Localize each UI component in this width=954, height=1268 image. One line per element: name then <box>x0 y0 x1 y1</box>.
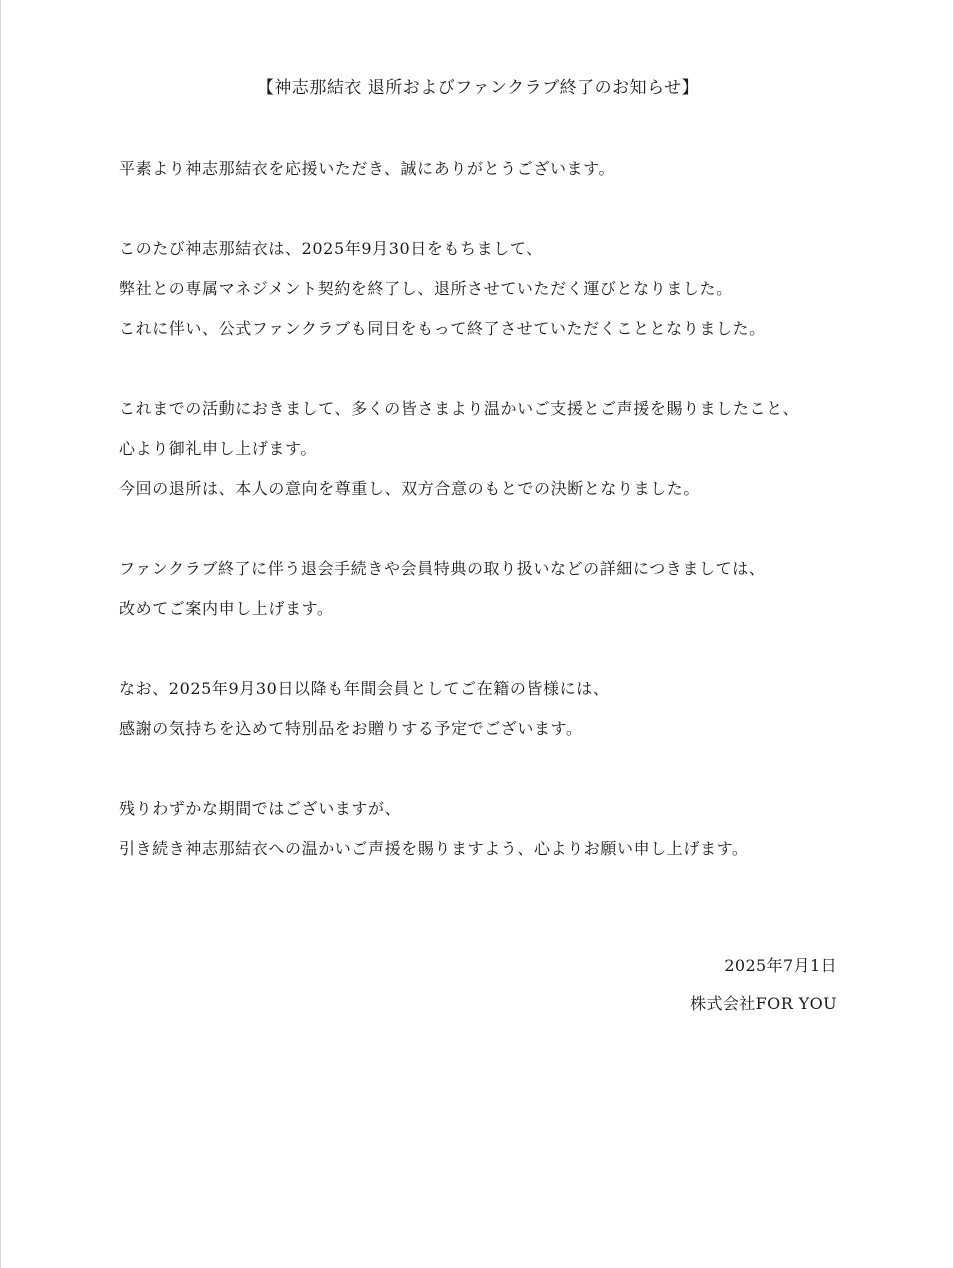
text-line: 残りわずかな期間ではございますが、 <box>119 799 402 818</box>
text-line: 心より御礼申し上げます。 <box>119 439 317 458</box>
text-line: なお、2025年9月30日以降も年間会員としてご在籍の皆様には、 <box>119 679 610 698</box>
company-name: 株式会社FOR YOU <box>690 994 837 1013</box>
notice-body <box>119 156 879 876</box>
paragraph-fanclub <box>119 556 879 636</box>
paragraph-greeting <box>119 156 879 196</box>
text-line: 平素より神志那結衣を応援いただき、誠にありがとうございます。 <box>119 159 616 178</box>
text-line: 今回の退所は、本人の意向を尊重し、双方合意のもとでの決断となりました。 <box>119 479 701 498</box>
notice-date: 2025年7月1日 <box>724 956 837 975</box>
notice-title: 【神志那結衣 退所およびファンクラブ終了のお知らせ】 <box>256 78 700 98</box>
text-line: これに伴い、公式ファンクラブも同日をもって終了させていただくこととなりました。 <box>119 319 766 338</box>
signature-block <box>690 953 837 1029</box>
paragraph-thanks <box>119 396 879 516</box>
text-line: 弊社との専属マネジメント契約を終了し、退所させていただく運びとなりました。 <box>119 279 733 298</box>
paragraph-members-gift <box>119 676 879 756</box>
text-line: 感謝の気持ちを込めて特別品をお贈りする予定でございます。 <box>119 719 583 738</box>
text-line: 改めてご案内申し上げます。 <box>119 599 334 618</box>
text-line: 引き続き神志那結衣への温かいご声援を賜りますよう、心よりお願い申し上げます。 <box>119 839 749 858</box>
paragraph-departure <box>119 236 879 356</box>
paragraph-closing <box>119 796 879 876</box>
text-line: これまでの活動におきまして、多くの皆さまより温かいご支援とご声援を賜りましたこと、 <box>119 399 800 418</box>
text-line: ファンクラブ終了に伴う退会手続きや会員特典の取り扱いなどの詳細につきましては、 <box>119 559 766 578</box>
text-line: このたび神志那結衣は、2025年9月30日をもちまして、 <box>119 239 543 258</box>
